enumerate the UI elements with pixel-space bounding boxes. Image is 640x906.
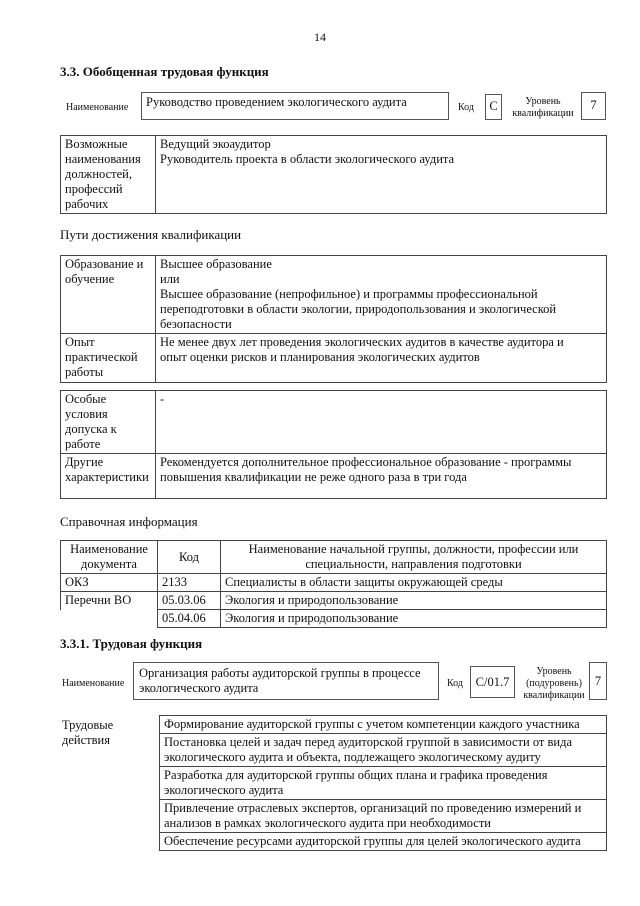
tf-name-value: Организация работы аудиторской группы в процессе экологического аудита [139,666,421,695]
code-value: C [485,94,502,120]
level-label-line2: квалификации [512,108,574,119]
level-value: 7 [581,92,606,120]
ref-col-code: Код [158,541,221,574]
tf-name-label: Наименование [62,678,125,689]
section-heading-3-3: 3.3. Обобщенная трудовая функция [60,64,269,79]
paths-table [60,255,607,383]
other-characteristics-value: Рекомендуется дополнительное профессиональное образование - программы повышения квалификации не реже одного раза в три года [156,454,607,499]
experience-label: Опыт практической работы [61,334,156,383]
ref-doc: Перечни ВО [61,592,158,610]
table-row [61,610,607,628]
tf-level-value: 7 [589,662,607,700]
ref-code: 2133 [158,574,221,592]
ref-doc [61,610,158,628]
tf-name-box [133,662,439,700]
table-row [61,592,607,610]
actions-table [159,715,607,851]
positions-values: Ведущий экоаудитор Руководитель проекта в области экологического аудита [156,136,607,214]
ref-col-name: Наименование начальной группы, должности, профессии или специальности, направления подготовки [221,541,607,574]
code-label: Код [458,102,474,113]
list-item: Формирование аудиторской группы с учетом компетенции каждого участника [160,716,607,734]
special-table [60,390,607,499]
list-item: Постановка целей и задач перед аудиторской группой в зависимости от вида экологического аудита и объекта, подлежащего экологическому аудиту [160,734,607,767]
ref-heading: Справочная информация [60,514,198,529]
ref-name: Экология и природопользование [221,592,607,610]
positions-table [60,135,607,214]
name-label: Наименование [66,102,129,113]
ref-table [60,540,607,628]
special-conditions-value: - [156,391,607,454]
positions-label: Возможные наименования должностей, профессий рабочих [61,136,156,214]
ref-doc: ОКЗ [61,574,158,592]
name-box [141,92,449,120]
ref-name: Экология и природопользование [221,610,607,628]
name-value: Руководство проведением экологического аудита [146,95,407,109]
ref-code: 05.04.06 [158,610,221,628]
education-label: Образование и обучение [61,256,156,334]
special-conditions-label: Особые условия допуска к работе [61,391,156,454]
ref-col-doc: Наименование документа [61,541,158,574]
actions-label: Трудовые действия [62,718,114,747]
page-number: 14 [314,30,326,44]
ref-code: 05.03.06 [158,592,221,610]
education-value: Высшее образование или Высшее образование (непрофильное) и программы профессиональной переподготовки в области экологии, природопользования и экологической безопасности [156,256,607,334]
tf-code-label: Код [447,678,463,689]
level-label [508,96,578,120]
list-item: Привлечение отраслевых экспертов, организаций по проведению измерений и анализов в рамках экологического аудита при необходимости [160,800,607,833]
tf-level-label: Уровень (подуровень) квалификации [523,666,585,701]
ref-name: Специалисты в области защиты окружающей среды [221,574,607,592]
level-label-line1: Уровень [525,96,561,107]
tf-code-value: C/01.7 [470,666,515,698]
list-item: Обеспечение ресурсами аудиторской группы для целей экологического аудита [160,833,607,851]
section-heading-3-3-1: 3.3.1. Трудовая функция [60,636,203,651]
list-item: Разработка для аудиторской группы общих плана и графика проведения экологического аудита [160,767,607,800]
paths-heading: Пути достижения квалификации [60,227,242,242]
experience-value: Не менее двух лет проведения экологических аудитов в качестве аудитора и опыт оценки рисков и планирования экологических аудитов [156,334,607,383]
table-row [61,574,607,592]
other-characteristics-label: Другие характеристики [61,454,156,499]
